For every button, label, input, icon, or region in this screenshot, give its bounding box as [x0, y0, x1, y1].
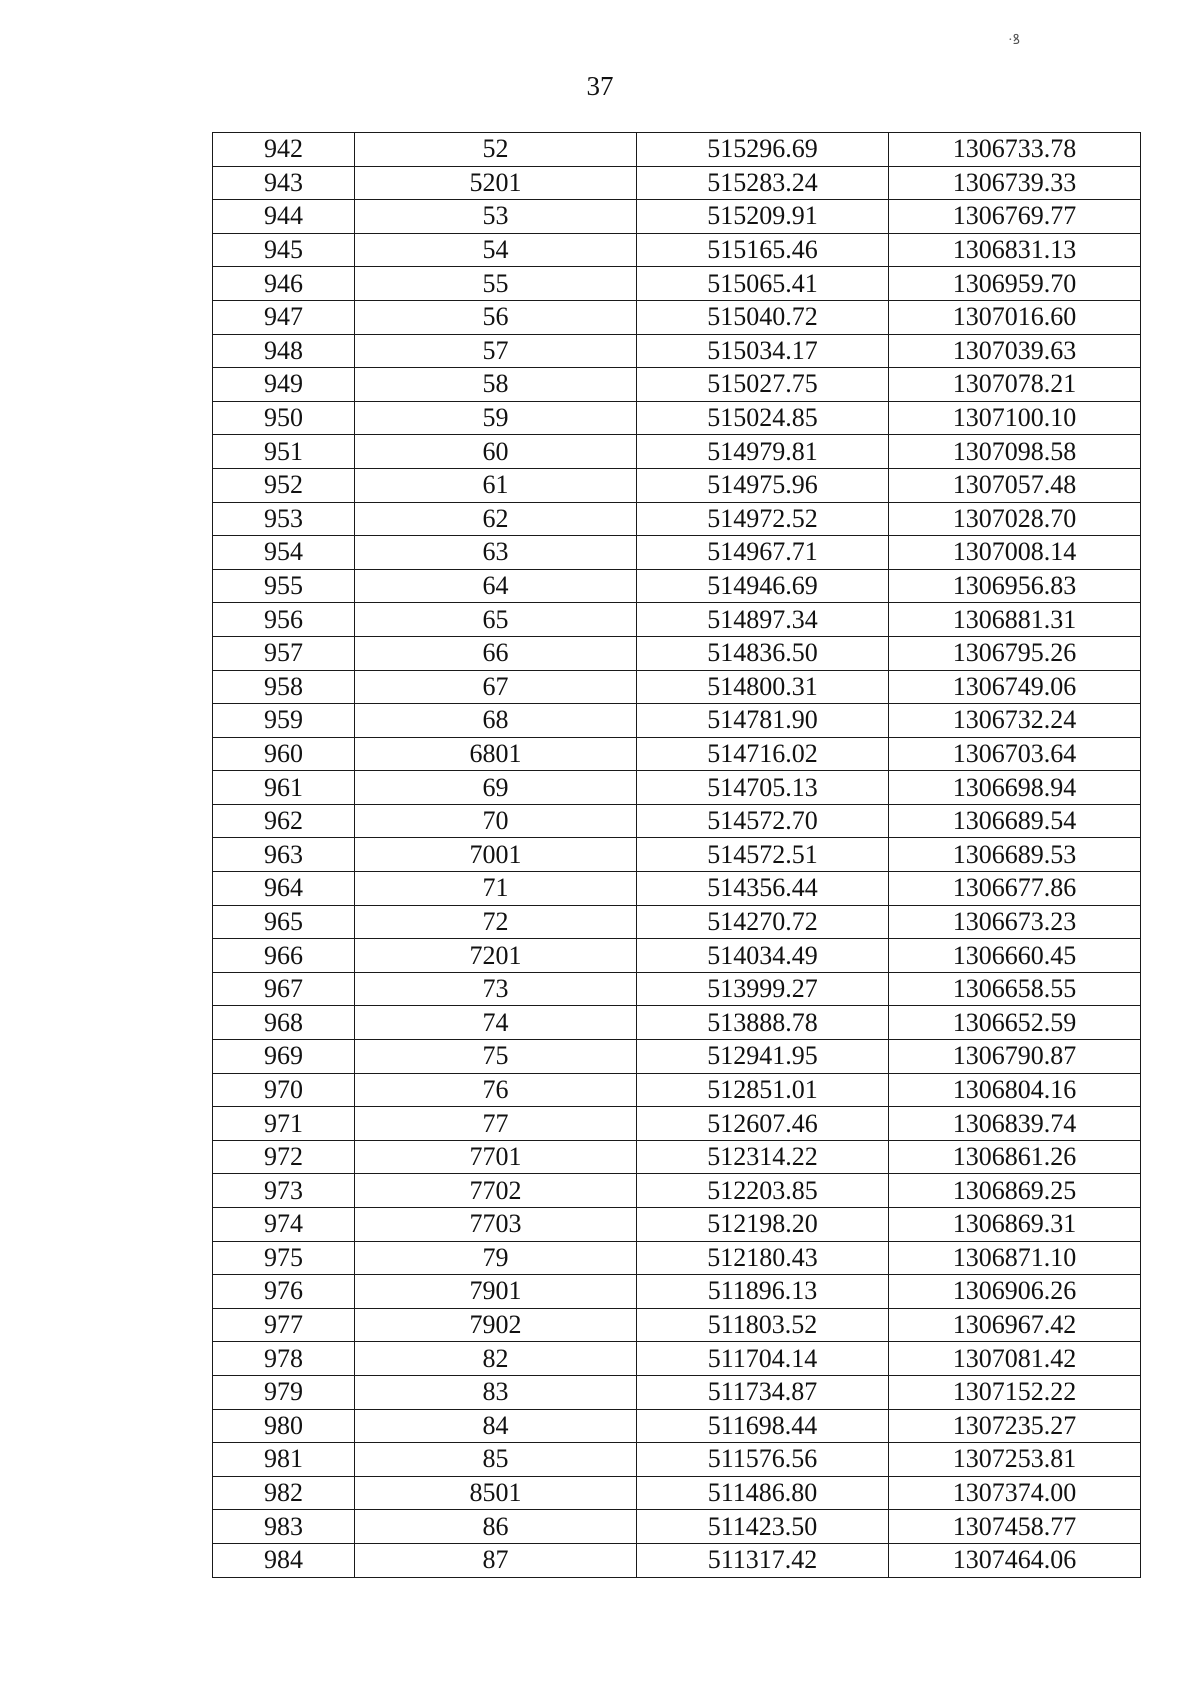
row-number-cell: 950: [213, 401, 355, 435]
point-id-cell: 56: [355, 300, 637, 334]
point-id-cell: 71: [355, 872, 637, 906]
y-coordinate-cell: 1307081.42: [889, 1342, 1141, 1376]
table-row: [213, 838, 1141, 872]
row-number-cell: 954: [213, 536, 355, 570]
table-row: [213, 1308, 1141, 1342]
x-coordinate-cell: 511803.52: [637, 1308, 889, 1342]
y-coordinate-cell: 1307016.60: [889, 300, 1141, 334]
x-coordinate-cell: 511576.56: [637, 1443, 889, 1477]
row-number-cell: 980: [213, 1409, 355, 1443]
x-coordinate-cell: 511704.14: [637, 1342, 889, 1376]
x-coordinate-cell: 514705.13: [637, 771, 889, 805]
x-coordinate-cell: 511423.50: [637, 1510, 889, 1544]
table-row: [213, 1208, 1141, 1242]
point-id-cell: 59: [355, 401, 637, 435]
row-number-cell: 971: [213, 1107, 355, 1141]
y-coordinate-cell: 1306795.26: [889, 636, 1141, 670]
table-row: [213, 939, 1141, 973]
row-number-cell: 974: [213, 1208, 355, 1242]
row-number-cell: 983: [213, 1510, 355, 1544]
table-row: [213, 1275, 1141, 1309]
table-row: [213, 334, 1141, 368]
point-id-cell: 69: [355, 771, 637, 805]
row-number-cell: 942: [213, 133, 355, 167]
y-coordinate-cell: 1307100.10: [889, 401, 1141, 435]
x-coordinate-cell: 514897.34: [637, 603, 889, 637]
table-row: [213, 468, 1141, 502]
point-id-cell: 74: [355, 1006, 637, 1040]
y-coordinate-cell: 1306660.45: [889, 939, 1141, 973]
x-coordinate-cell: 514356.44: [637, 872, 889, 906]
table-row: [213, 1040, 1141, 1074]
table-row: [213, 670, 1141, 704]
row-number-cell: 956: [213, 603, 355, 637]
table-row: [213, 1510, 1141, 1544]
table-row: [213, 1241, 1141, 1275]
point-id-cell: 8501: [355, 1476, 637, 1510]
x-coordinate-cell: 514270.72: [637, 905, 889, 939]
x-coordinate-cell: 514034.49: [637, 939, 889, 973]
point-id-cell: 65: [355, 603, 637, 637]
row-number-cell: 944: [213, 200, 355, 234]
point-id-cell: 63: [355, 536, 637, 570]
x-coordinate-cell: 512203.85: [637, 1174, 889, 1208]
x-coordinate-cell: 512180.43: [637, 1241, 889, 1275]
y-coordinate-cell: 1306689.54: [889, 804, 1141, 838]
row-number-cell: 976: [213, 1275, 355, 1309]
table-row: [213, 1409, 1141, 1443]
table-row: [213, 737, 1141, 771]
x-coordinate-cell: 511698.44: [637, 1409, 889, 1443]
x-coordinate-cell: 515283.24: [637, 166, 889, 200]
row-number-cell: 961: [213, 771, 355, 805]
point-id-cell: 7702: [355, 1174, 637, 1208]
row-number-cell: 966: [213, 939, 355, 973]
y-coordinate-cell: 1307374.00: [889, 1476, 1141, 1510]
point-id-cell: 66: [355, 636, 637, 670]
y-coordinate-cell: 1306959.70: [889, 267, 1141, 301]
point-id-cell: 72: [355, 905, 637, 939]
table-row: [213, 704, 1141, 738]
y-coordinate-cell: 1306677.86: [889, 872, 1141, 906]
table-row: [213, 771, 1141, 805]
point-id-cell: 83: [355, 1375, 637, 1409]
x-coordinate-cell: 514572.51: [637, 838, 889, 872]
x-coordinate-cell: 511486.80: [637, 1476, 889, 1510]
point-id-cell: 52: [355, 133, 637, 167]
x-coordinate-cell: 511317.42: [637, 1543, 889, 1577]
x-coordinate-cell: 515040.72: [637, 300, 889, 334]
y-coordinate-cell: 1306956.83: [889, 569, 1141, 603]
point-id-cell: 54: [355, 233, 637, 267]
row-number-cell: 957: [213, 636, 355, 670]
x-coordinate-cell: 514967.71: [637, 536, 889, 570]
y-coordinate-cell: 1306861.26: [889, 1140, 1141, 1174]
table-row: [213, 1476, 1141, 1510]
y-coordinate-cell: 1307057.48: [889, 468, 1141, 502]
y-coordinate-cell: 1306703.64: [889, 737, 1141, 771]
coordinates-table: [212, 132, 1141, 1578]
row-number-cell: 943: [213, 166, 355, 200]
x-coordinate-cell: 514716.02: [637, 737, 889, 771]
row-number-cell: 968: [213, 1006, 355, 1040]
x-coordinate-cell: 514975.96: [637, 468, 889, 502]
y-coordinate-cell: 1306698.94: [889, 771, 1141, 805]
table-row: [213, 401, 1141, 435]
y-coordinate-cell: 1306831.13: [889, 233, 1141, 267]
point-id-cell: 84: [355, 1409, 637, 1443]
table-row: [213, 872, 1141, 906]
y-coordinate-cell: 1306739.33: [889, 166, 1141, 200]
corner-mark: ·ꝸ: [1008, 33, 1021, 48]
point-id-cell: 85: [355, 1443, 637, 1477]
y-coordinate-cell: 1307152.22: [889, 1375, 1141, 1409]
x-coordinate-cell: 515027.75: [637, 368, 889, 402]
point-id-cell: 82: [355, 1342, 637, 1376]
x-coordinate-cell: 513999.27: [637, 972, 889, 1006]
point-id-cell: 7703: [355, 1208, 637, 1242]
y-coordinate-cell: 1307253.81: [889, 1443, 1141, 1477]
row-number-cell: 975: [213, 1241, 355, 1275]
table-row: [213, 300, 1141, 334]
y-coordinate-cell: 1306839.74: [889, 1107, 1141, 1141]
row-number-cell: 947: [213, 300, 355, 334]
table-row: [213, 368, 1141, 402]
row-number-cell: 978: [213, 1342, 355, 1376]
y-coordinate-cell: 1306790.87: [889, 1040, 1141, 1074]
table-row: [213, 1375, 1141, 1409]
point-id-cell: 61: [355, 468, 637, 502]
x-coordinate-cell: 515034.17: [637, 334, 889, 368]
y-coordinate-cell: 1307235.27: [889, 1409, 1141, 1443]
row-number-cell: 972: [213, 1140, 355, 1174]
point-id-cell: 75: [355, 1040, 637, 1074]
table-row: [213, 1174, 1141, 1208]
table-row: [213, 1107, 1141, 1141]
point-id-cell: 7901: [355, 1275, 637, 1309]
y-coordinate-cell: 1306769.77: [889, 200, 1141, 234]
y-coordinate-cell: 1306869.31: [889, 1208, 1141, 1242]
y-coordinate-cell: 1307008.14: [889, 536, 1141, 570]
row-number-cell: 965: [213, 905, 355, 939]
table-row: [213, 804, 1141, 838]
point-id-cell: 58: [355, 368, 637, 402]
y-coordinate-cell: 1306906.26: [889, 1275, 1141, 1309]
table-row: [213, 1543, 1141, 1577]
x-coordinate-cell: 514781.90: [637, 704, 889, 738]
table-row: [213, 972, 1141, 1006]
point-id-cell: 7201: [355, 939, 637, 973]
table-row: [213, 233, 1141, 267]
y-coordinate-cell: 1306967.42: [889, 1308, 1141, 1342]
row-number-cell: 977: [213, 1308, 355, 1342]
point-id-cell: 60: [355, 435, 637, 469]
y-coordinate-cell: 1306749.06: [889, 670, 1141, 704]
point-id-cell: 5201: [355, 166, 637, 200]
table-row: [213, 133, 1141, 167]
x-coordinate-cell: 512314.22: [637, 1140, 889, 1174]
x-coordinate-cell: 514979.81: [637, 435, 889, 469]
point-id-cell: 57: [355, 334, 637, 368]
x-coordinate-cell: 511734.87: [637, 1375, 889, 1409]
x-coordinate-cell: 515209.91: [637, 200, 889, 234]
row-number-cell: 960: [213, 737, 355, 771]
table-row: [213, 1140, 1141, 1174]
table-row: [213, 1073, 1141, 1107]
row-number-cell: 955: [213, 569, 355, 603]
row-number-cell: 948: [213, 334, 355, 368]
row-number-cell: 979: [213, 1375, 355, 1409]
y-coordinate-cell: 1307078.21: [889, 368, 1141, 402]
row-number-cell: 959: [213, 704, 355, 738]
point-id-cell: 76: [355, 1073, 637, 1107]
y-coordinate-cell: 1307098.58: [889, 435, 1141, 469]
row-number-cell: 970: [213, 1073, 355, 1107]
row-number-cell: 969: [213, 1040, 355, 1074]
row-number-cell: 958: [213, 670, 355, 704]
x-coordinate-cell: 512851.01: [637, 1073, 889, 1107]
row-number-cell: 946: [213, 267, 355, 301]
coordinates-table-body: [213, 133, 1141, 1578]
x-coordinate-cell: 514946.69: [637, 569, 889, 603]
point-id-cell: 68: [355, 704, 637, 738]
x-coordinate-cell: 514972.52: [637, 502, 889, 536]
row-number-cell: 951: [213, 435, 355, 469]
point-id-cell: 64: [355, 569, 637, 603]
table-row: [213, 636, 1141, 670]
row-number-cell: 949: [213, 368, 355, 402]
y-coordinate-cell: 1306673.23: [889, 905, 1141, 939]
y-coordinate-cell: 1307039.63: [889, 334, 1141, 368]
point-id-cell: 87: [355, 1543, 637, 1577]
row-number-cell: 982: [213, 1476, 355, 1510]
page-number: 37: [586, 71, 614, 101]
table-row: [213, 200, 1141, 234]
x-coordinate-cell: 511896.13: [637, 1275, 889, 1309]
row-number-cell: 967: [213, 972, 355, 1006]
row-number-cell: 962: [213, 804, 355, 838]
table-row: [213, 267, 1141, 301]
x-coordinate-cell: 514836.50: [637, 636, 889, 670]
x-coordinate-cell: 515024.85: [637, 401, 889, 435]
table-row: [213, 502, 1141, 536]
y-coordinate-cell: 1306804.16: [889, 1073, 1141, 1107]
y-coordinate-cell: 1306871.10: [889, 1241, 1141, 1275]
y-coordinate-cell: 1306732.24: [889, 704, 1141, 738]
table-row: [213, 603, 1141, 637]
table-row: [213, 536, 1141, 570]
table-row: [213, 1006, 1141, 1040]
row-number-cell: 964: [213, 872, 355, 906]
y-coordinate-cell: 1306733.78: [889, 133, 1141, 167]
y-coordinate-cell: 1306689.53: [889, 838, 1141, 872]
y-coordinate-cell: 1306652.59: [889, 1006, 1141, 1040]
point-id-cell: 73: [355, 972, 637, 1006]
point-id-cell: 7001: [355, 838, 637, 872]
table-row: [213, 905, 1141, 939]
y-coordinate-cell: 1306869.25: [889, 1174, 1141, 1208]
point-id-cell: 79: [355, 1241, 637, 1275]
x-coordinate-cell: 512941.95: [637, 1040, 889, 1074]
table-row: [213, 1342, 1141, 1376]
point-id-cell: 62: [355, 502, 637, 536]
row-number-cell: 963: [213, 838, 355, 872]
table-row: [213, 1443, 1141, 1477]
row-number-cell: 952: [213, 468, 355, 502]
row-number-cell: 973: [213, 1174, 355, 1208]
row-number-cell: 953: [213, 502, 355, 536]
x-coordinate-cell: 514800.31: [637, 670, 889, 704]
table-row: [213, 435, 1141, 469]
point-id-cell: 86: [355, 1510, 637, 1544]
x-coordinate-cell: 515065.41: [637, 267, 889, 301]
point-id-cell: 6801: [355, 737, 637, 771]
table-row: [213, 166, 1141, 200]
x-coordinate-cell: 514572.70: [637, 804, 889, 838]
point-id-cell: 77: [355, 1107, 637, 1141]
row-number-cell: 984: [213, 1543, 355, 1577]
x-coordinate-cell: 513888.78: [637, 1006, 889, 1040]
y-coordinate-cell: 1306881.31: [889, 603, 1141, 637]
point-id-cell: 53: [355, 200, 637, 234]
x-coordinate-cell: 515165.46: [637, 233, 889, 267]
row-number-cell: 945: [213, 233, 355, 267]
x-coordinate-cell: 512607.46: [637, 1107, 889, 1141]
y-coordinate-cell: 1307028.70: [889, 502, 1141, 536]
point-id-cell: 67: [355, 670, 637, 704]
row-number-cell: 981: [213, 1443, 355, 1477]
point-id-cell: 7701: [355, 1140, 637, 1174]
x-coordinate-cell: 515296.69: [637, 133, 889, 167]
point-id-cell: 7902: [355, 1308, 637, 1342]
y-coordinate-cell: 1307464.06: [889, 1543, 1141, 1577]
x-coordinate-cell: 512198.20: [637, 1208, 889, 1242]
point-id-cell: 70: [355, 804, 637, 838]
y-coordinate-cell: 1306658.55: [889, 972, 1141, 1006]
point-id-cell: 55: [355, 267, 637, 301]
table-row: [213, 569, 1141, 603]
y-coordinate-cell: 1307458.77: [889, 1510, 1141, 1544]
